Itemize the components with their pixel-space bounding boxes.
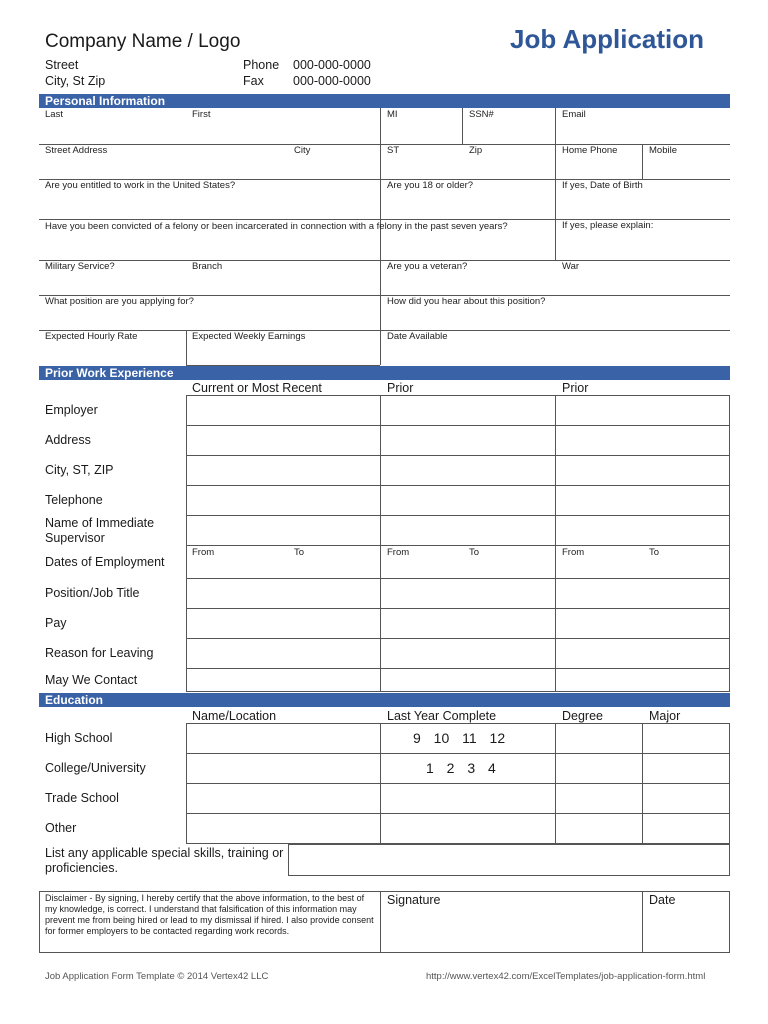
divider — [186, 425, 730, 426]
divider — [39, 330, 730, 331]
work-entitlement-field[interactable]: Are you entitled to work in the United States? — [45, 180, 236, 191]
row-label-college: College/University — [45, 761, 146, 775]
felony-explain-field[interactable]: If yes, please explain: — [562, 220, 654, 231]
divider — [462, 108, 463, 144]
divider — [380, 891, 381, 953]
branch-field[interactable]: Branch — [192, 261, 223, 272]
divider — [39, 144, 730, 145]
military-service-field[interactable]: Military Service? — [45, 261, 115, 272]
first-name-field[interactable]: First — [192, 109, 211, 120]
divider — [186, 545, 730, 546]
hourly-rate-field[interactable]: Expected Hourly Rate — [45, 331, 138, 342]
row-label-address: Address — [45, 433, 91, 447]
war-field[interactable]: War — [562, 261, 580, 272]
street-address-field[interactable]: Street Address — [45, 145, 108, 156]
skills-label: List any applicable special skills, training or proficiencies. — [45, 846, 284, 875]
section-personal-information: Personal Information — [39, 94, 730, 108]
to-date-field[interactable]: To — [294, 547, 305, 558]
column-major: Major — [649, 709, 681, 723]
phone-label: Phone — [243, 58, 280, 72]
divider — [186, 638, 730, 639]
form-title: Job Application — [510, 24, 705, 54]
position-applying-field[interactable]: What position are you applying for? — [45, 296, 194, 307]
mobile-field[interactable]: Mobile — [649, 145, 677, 156]
row-label-position-title: Position/Job Title — [45, 586, 140, 600]
row-label-dates-of-employment: Dates of Employment — [45, 555, 165, 569]
divider — [186, 515, 730, 516]
veteran-field[interactable]: Are you a veteran? — [387, 261, 468, 272]
to-date-field[interactable]: To — [649, 547, 660, 558]
row-label-city-st-zip: City, ST, ZIP — [45, 463, 114, 477]
divider — [186, 485, 730, 486]
company-name: Company Name / Logo — [45, 31, 241, 52]
divider — [642, 891, 643, 953]
row-label-reason-for-leaving: Reason for Leaving — [45, 646, 154, 660]
skills-input[interactable] — [288, 844, 730, 876]
referral-source-field[interactable]: How did you hear about this position? — [387, 296, 546, 307]
divider — [186, 455, 730, 456]
row-label-may-we-contact: May We Contact — [45, 673, 138, 687]
divider — [186, 578, 730, 579]
divider — [186, 608, 730, 609]
divider — [642, 144, 643, 179]
zip-field[interactable]: Zip — [469, 145, 483, 156]
city-field[interactable]: City — [294, 145, 311, 156]
divider — [380, 108, 381, 365]
section-education: Education — [39, 693, 730, 707]
company-city: City, St Zip — [45, 74, 106, 88]
row-label-trade-school: Trade School — [45, 791, 119, 805]
divider — [186, 330, 187, 365]
from-date-field[interactable]: From — [387, 547, 410, 558]
from-date-field[interactable]: From — [562, 547, 585, 558]
from-date-field[interactable]: From — [192, 547, 215, 558]
row-label-high-school: High School — [45, 731, 113, 745]
column-prior-employer-2: Prior — [562, 381, 589, 395]
age-18-field[interactable]: Are you 18 or older? — [387, 180, 474, 191]
ssn-field[interactable]: SSN# — [469, 109, 494, 120]
work-experience-grid[interactable] — [186, 395, 730, 692]
signature-date-field[interactable]: Date — [649, 893, 676, 907]
row-label-telephone: Telephone — [45, 493, 103, 507]
date-available-field[interactable]: Date Available — [387, 331, 448, 342]
disclaimer-text: Disclaimer - By signing, I hereby certify that the above information, to the best of my knowledge, is correct. I understand that falsification of this information may prevent me from being hired or lead to my dismissal if hired. I also provide consent for former employers to be contacted regarding work records. — [45, 893, 374, 936]
email-field[interactable]: Email — [562, 109, 586, 120]
home-phone-field[interactable]: Home Phone — [562, 145, 618, 156]
column-name-location: Name/Location — [192, 709, 277, 723]
row-label-pay: Pay — [45, 616, 67, 630]
column-degree: Degree — [562, 709, 603, 723]
row-label-employer: Employer — [45, 403, 98, 417]
felony-field[interactable]: Have you been convicted of a felony or been incarcerated in connection with a felony in the past seven years? — [45, 221, 508, 232]
row-label-supervisor: Name of Immediate Supervisor — [45, 516, 155, 545]
column-current-employer: Current or Most Recent — [192, 381, 322, 395]
fax-label: Fax — [243, 74, 264, 88]
state-field[interactable]: ST — [387, 145, 400, 156]
last-name-field[interactable]: Last — [45, 109, 63, 120]
divider — [186, 783, 730, 784]
divider — [39, 260, 730, 261]
row-label-other: Other — [45, 821, 77, 835]
footer-copyright: Job Application Form Template © 2014 Vertex42 LLC — [45, 971, 269, 982]
divider — [186, 813, 730, 814]
college-year-options[interactable]: 1 2 3 4 — [426, 760, 496, 776]
divider — [186, 753, 730, 754]
fax-value: 000-000-0000 — [293, 74, 371, 88]
divider — [555, 395, 556, 692]
column-last-year-complete: Last Year Complete — [387, 709, 497, 723]
high-school-year-options[interactable]: 9 10 11 12 — [413, 730, 506, 746]
signature-field[interactable]: Signature — [387, 893, 441, 907]
phone-value: 000-000-0000 — [293, 58, 371, 72]
to-date-field[interactable]: To — [469, 547, 480, 558]
section-prior-work-experience: Prior Work Experience — [39, 366, 730, 380]
divider — [555, 108, 556, 260]
date-of-birth-field[interactable]: If yes, Date of Birth — [562, 180, 643, 191]
mi-field[interactable]: MI — [387, 109, 398, 120]
company-street: Street — [45, 58, 79, 72]
weekly-earnings-field[interactable]: Expected Weekly Earnings — [192, 331, 306, 342]
divider — [186, 668, 730, 669]
footer-url-link[interactable]: http://www.vertex42.com/ExcelTemplates/job-application-form.html — [426, 971, 706, 982]
divider — [380, 395, 381, 692]
column-prior-employer-1: Prior — [387, 381, 414, 395]
